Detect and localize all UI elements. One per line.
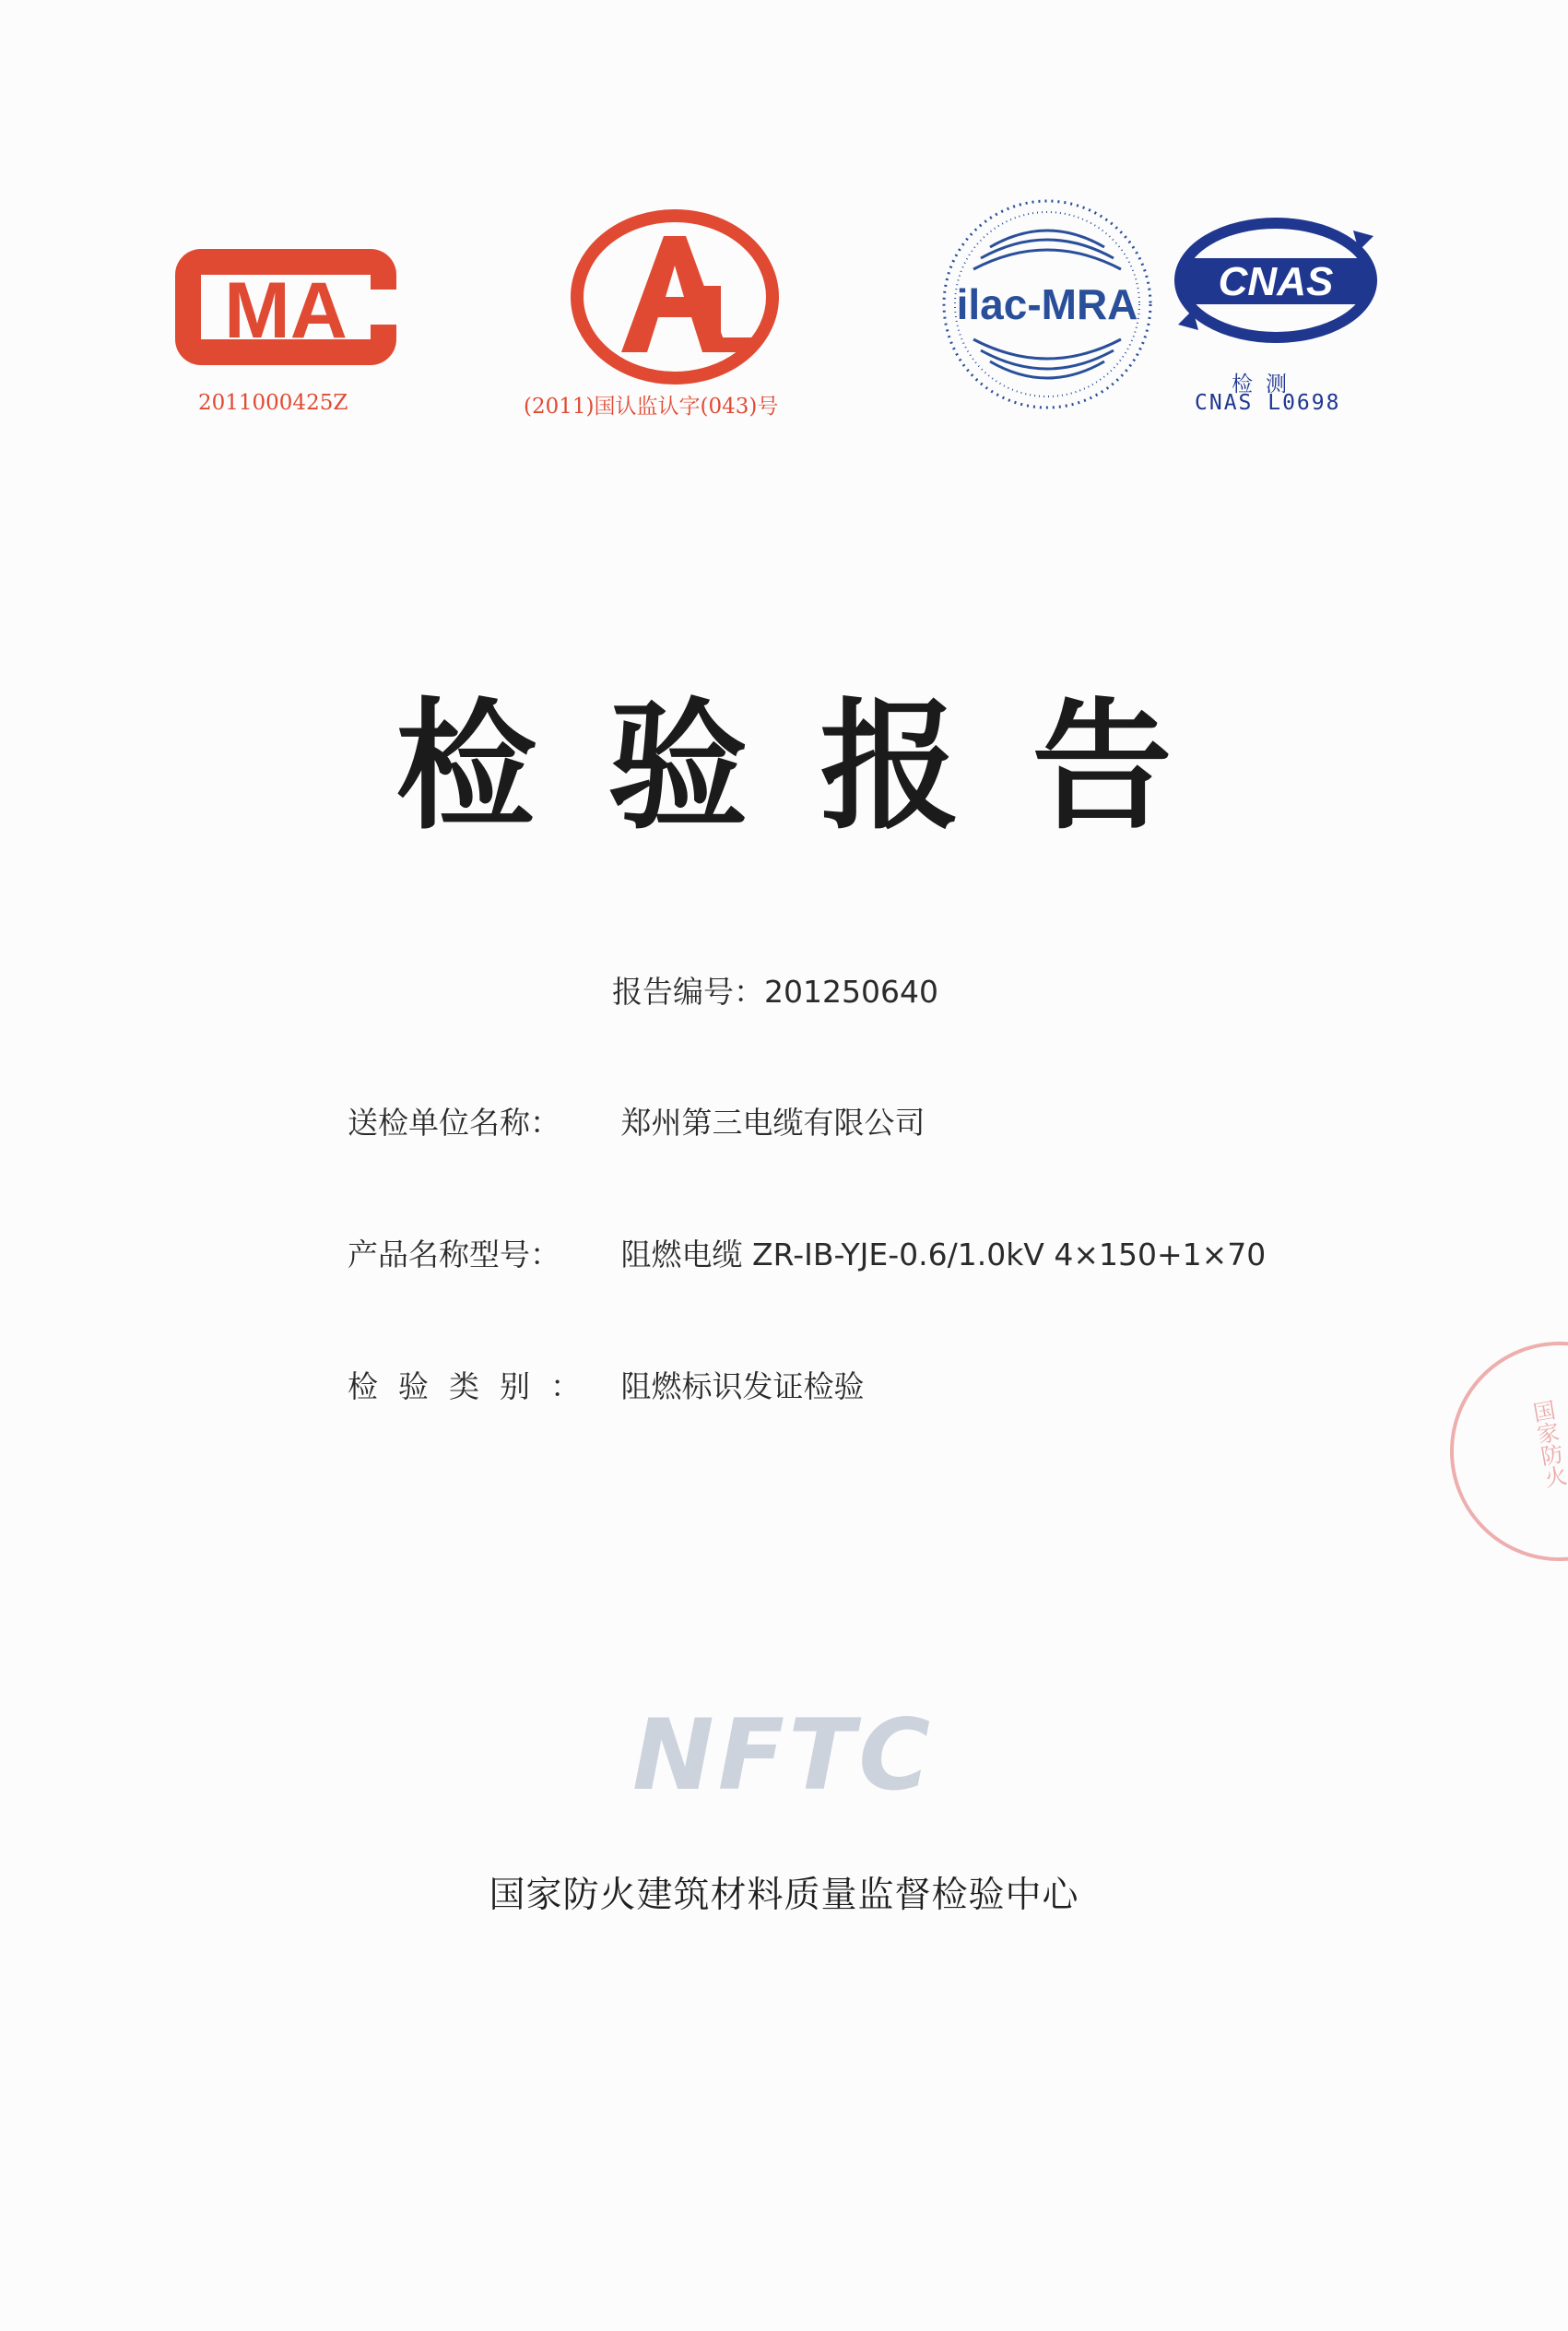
field-product — [348, 1231, 1266, 1274]
cal-logo — [564, 205, 785, 389]
field-client — [348, 1099, 925, 1142]
cma-certificate-number: 2011000425Z — [198, 391, 348, 415]
red-seal-stamp-text: 国家防火 — [1527, 1398, 1568, 1490]
cal-certificate-number: (2011)国认监认字(043)号 — [524, 395, 779, 419]
ilac-mra-logo — [937, 194, 1158, 415]
field-client-value: 郑州第三电缆有限公司 — [620, 1105, 925, 1141]
field-test-type-label: 检验类别： — [348, 1368, 601, 1404]
field-test-type-value: 阻燃标识发证检验 — [620, 1368, 865, 1404]
cnas-logo — [1169, 205, 1383, 371]
page-title: 检验报告 — [395, 685, 1244, 848]
cnas-caption-testing: 检测 — [1232, 373, 1300, 396]
cnas-accreditation-number: CNAS L0698 — [1195, 391, 1341, 415]
field-test-type — [348, 1363, 865, 1406]
issuing-organization: 国家防火建筑材料质量监督检验中心 — [489, 1875, 1079, 1916]
cma-logo — [166, 238, 406, 376]
field-product-label: 产品名称型号： — [348, 1236, 560, 1272]
cnas-logo-text: CNAS — [1218, 259, 1334, 304]
cma-logo-text: MA — [224, 266, 348, 355]
field-product-value: 阻燃电缆 ZR-ⅠB-YJE-0.6/1.0kV 4×150+1×70 — [620, 1236, 1267, 1272]
field-client-label: 送检单位名称： — [348, 1105, 560, 1141]
ilac-logo-text: ilac-MRA — [956, 280, 1138, 328]
report-number: 报告编号：201250640 — [612, 974, 938, 1010]
nftc-watermark: NFTC — [632, 1698, 935, 1812]
